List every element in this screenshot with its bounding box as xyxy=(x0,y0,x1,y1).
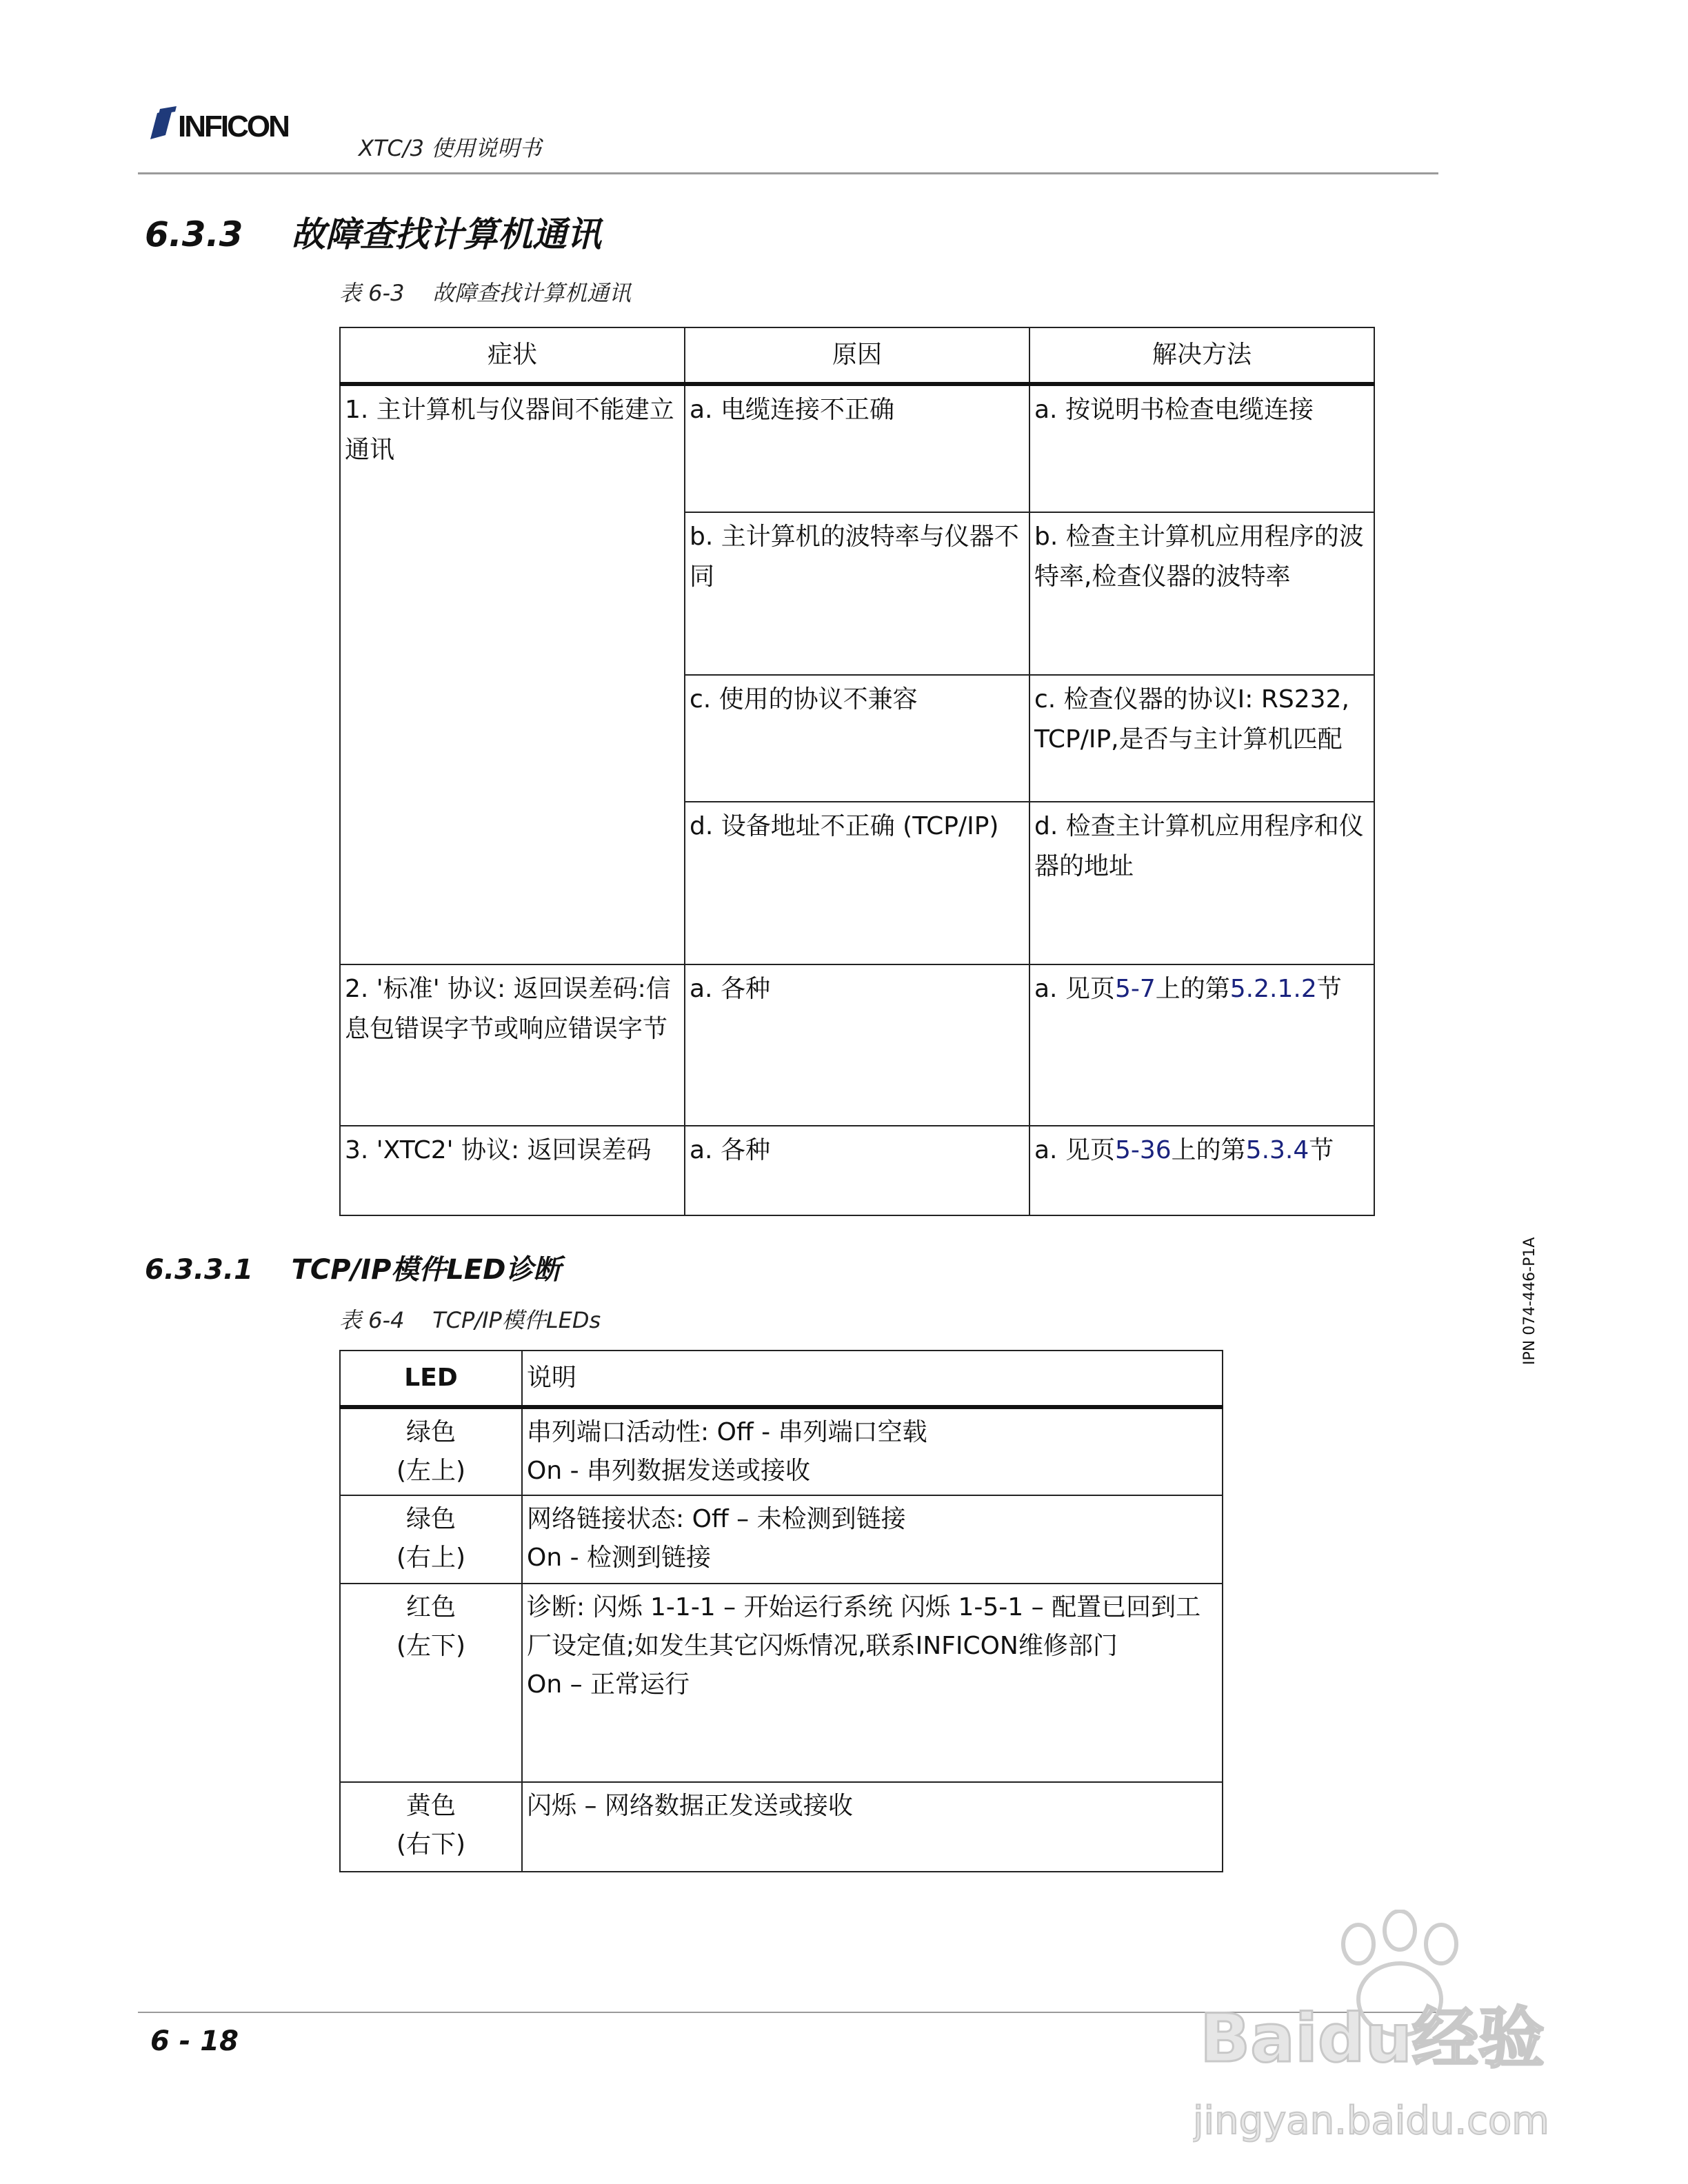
col-header-solution: 解决方法 xyxy=(1029,327,1374,384)
solution-cell xyxy=(1029,1126,1374,1215)
solution-cell: c. 检查仪器的协议I: RS232, TCP/IP,是否与主计算机匹配 xyxy=(1029,675,1374,802)
symptom-cell: 1. 主计算机与仪器间不能建立通讯 xyxy=(340,384,685,964)
cause-cell: a. 各种 xyxy=(685,964,1029,1126)
document-title: XTC/3 使用说明书 xyxy=(359,135,542,161)
description-line: 网络链接状态: Off – 未检测到链接 xyxy=(527,1505,906,1533)
section-reference-link[interactable]: 5.3.4 xyxy=(1245,1136,1309,1164)
col-header-led: LED xyxy=(340,1351,522,1407)
ipn-label: IPN 074-446-P1A xyxy=(1521,1237,1538,1365)
led-color: 绿色 xyxy=(405,1505,456,1533)
table-row xyxy=(340,1584,1223,1782)
cause-cell: d. 设备地址不正确 (TCP/IP) xyxy=(685,802,1029,964)
led-position: (左下) xyxy=(396,1632,466,1660)
description-line: On - 检测到链接 xyxy=(527,1544,712,1572)
table-row xyxy=(340,1782,1223,1872)
watermark-brand: Baidu经验 xyxy=(1200,2000,1545,2077)
solution-text: a. 见页 xyxy=(1034,1136,1115,1164)
logo-text: INFICON xyxy=(178,110,288,143)
symptom-cell: 3. 'XTC2' 协议: 返回误差码 xyxy=(340,1126,685,1215)
description-line: On – 正常运行 xyxy=(527,1670,690,1699)
led-position: (右上) xyxy=(396,1544,466,1572)
solution-text: a. 见页 xyxy=(1034,975,1115,1003)
solution-text: 节 xyxy=(1316,975,1342,1003)
led-cell xyxy=(340,1407,522,1495)
page-reference-link[interactable]: 5-7 xyxy=(1114,975,1156,1003)
description-cell xyxy=(522,1782,1223,1872)
description-cell xyxy=(522,1407,1223,1495)
led-cell xyxy=(340,1584,522,1782)
led-color: 红色 xyxy=(405,1593,456,1621)
table1-caption: 表 6-3 故障查找计算机通讯 xyxy=(339,280,632,306)
solution-cell xyxy=(1029,964,1374,1126)
table-row xyxy=(340,1126,1374,1215)
table2-caption: 表 6-4 TCP/IP模件LEDs xyxy=(339,1307,601,1333)
solution-text: 上的第 xyxy=(1155,975,1230,1003)
table-row xyxy=(340,1495,1223,1584)
page-number: 6 - 18 xyxy=(150,2025,239,2057)
cause-cell: c. 使用的协议不兼容 xyxy=(685,675,1029,802)
section-reference-link[interactable]: 5.2.1.2 xyxy=(1229,975,1317,1003)
led-color: 绿色 xyxy=(405,1418,456,1446)
description-cell xyxy=(522,1495,1223,1584)
watermark-url: jingyan.baidu.com xyxy=(1193,2099,1549,2143)
header-rule xyxy=(138,172,1438,174)
table-row xyxy=(340,1407,1223,1495)
led-position: (左上) xyxy=(396,1457,466,1485)
col-header-description: 说明 xyxy=(522,1351,1223,1407)
solution-cell: d. 检查主计算机应用程序和仪器的地址 xyxy=(1029,802,1374,964)
page-reference-link[interactable]: 5-36 xyxy=(1114,1136,1172,1164)
led-position: (右下) xyxy=(396,1830,466,1859)
subsection-title: 6.3.3.1 TCP/IP模件LED诊断 xyxy=(145,1254,561,1286)
description-line: 串列端口活动性: Off - 串列端口空载 xyxy=(527,1418,927,1446)
baidu-watermark xyxy=(1193,1910,1593,2151)
led-cell xyxy=(340,1782,522,1872)
troubleshooting-table xyxy=(339,327,1375,1216)
inficon-logo xyxy=(145,103,345,145)
led-color: 黄色 xyxy=(405,1792,456,1820)
cause-cell: b. 主计算机的波特率与仪器不同 xyxy=(685,512,1029,675)
led-cell xyxy=(340,1495,522,1584)
col-header-cause: 原因 xyxy=(685,327,1029,384)
solution-cell: b. 检查主计算机应用程序的波特率,检查仪器的波特率 xyxy=(1029,512,1374,675)
solution-text: 节 xyxy=(1309,1136,1334,1164)
description-line: 诊断: 闪烁 1-1-1 – 开始运行系统 闪烁 1-5-1 – 配置已回到工厂设定值;如发生其它闪烁情况,联系INFICON维修部门 xyxy=(527,1593,1201,1660)
col-header-symptom: 症状 xyxy=(340,327,685,384)
table-row xyxy=(340,964,1374,1126)
led-table xyxy=(339,1350,1223,1872)
solution-text: 上的第 xyxy=(1171,1136,1246,1164)
symptom-cell: 2. '标准' 协议: 返回误差码:信息包错误字节或响应错误字节 xyxy=(340,964,685,1126)
description-cell xyxy=(522,1584,1223,1782)
section-title: 6.3.3 故障查找计算机通讯 xyxy=(145,214,601,254)
cause-cell: a. 电缆连接不正确 xyxy=(685,384,1029,512)
table-row xyxy=(340,384,1374,512)
cause-cell: a. 各种 xyxy=(685,1126,1029,1215)
solution-cell: a. 按说明书检查电缆连接 xyxy=(1029,384,1374,512)
description-line: 闪烁 – 网络数据正发送或接收 xyxy=(527,1792,853,1820)
description-line: On - 串列数据发送或接收 xyxy=(527,1457,811,1485)
